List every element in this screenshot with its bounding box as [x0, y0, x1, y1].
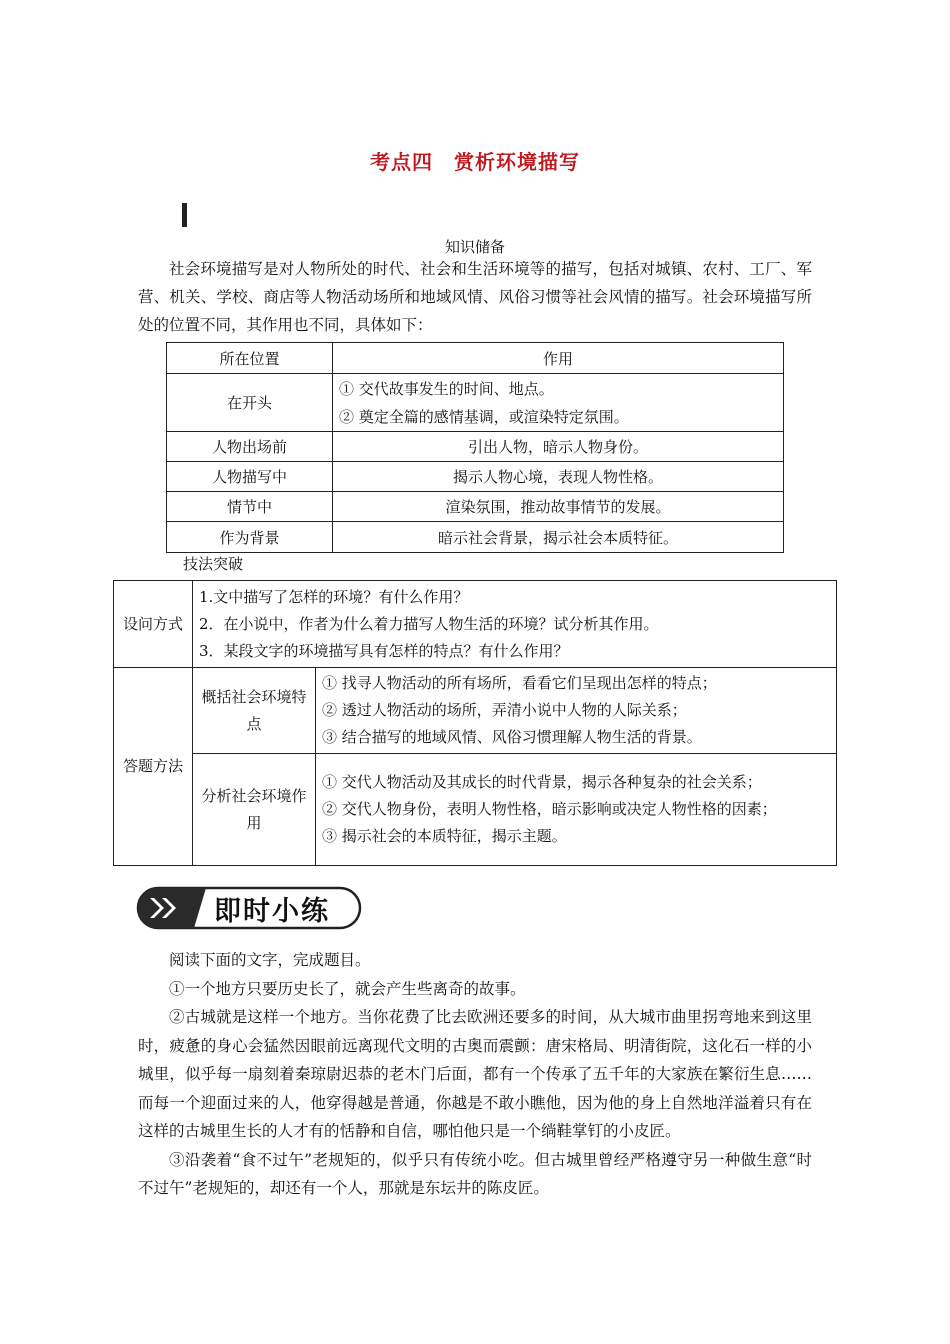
- question-list: [193, 581, 837, 668]
- knowledge-heading: 知识储备: [444, 238, 505, 256]
- method-label: 答题方法: [114, 668, 193, 866]
- question-label: 设问方式: [114, 581, 193, 668]
- table-cell: 引出人物，暗示人物身份。: [333, 432, 784, 462]
- table-row: [114, 668, 837, 754]
- table-cell: 人物出场前: [167, 432, 333, 462]
- table-cell: 在开头: [167, 374, 333, 432]
- table-cell: 情节中: [167, 492, 333, 522]
- table-row: [114, 754, 837, 866]
- table-header: 作用: [333, 343, 784, 374]
- position-effect-table: [166, 342, 784, 553]
- technique-heading: 技法突破: [183, 555, 244, 573]
- table-cell: 渲染氛围，推动故事情节的发展。: [333, 492, 784, 522]
- technique-table: [113, 580, 837, 866]
- method-step: ③ 结合描写的地域风情、风俗习惯理解人物生活的背景。: [322, 728, 702, 746]
- method-steps: [316, 668, 837, 754]
- intro-paragraph: [138, 255, 812, 339]
- effect-line: ① 交代故事发生的时间、地点。: [339, 379, 554, 398]
- method-step: ② 交代人物身份，表明人物性格，暗示影响或决定人物性格的因素；: [322, 800, 777, 818]
- question-item: 2．在小说中，作者为什么着力描写人物生活的环境？试分析其作用。: [199, 614, 659, 633]
- table-row: [167, 432, 784, 462]
- table-cell: 作为背景: [167, 522, 333, 553]
- table-row: [167, 492, 784, 522]
- table-row: [167, 522, 784, 553]
- banner-title: 即时小练: [214, 896, 330, 927]
- method-step: ③ 揭示社会的本质特征，揭示主题。: [322, 827, 567, 845]
- reading-paragraph: ③沿袭着“食不过午”老规矩的，似乎只有传统小吃。但古城里曾经严格遵守另一种做生意“时不过午”老规矩的，却还有一个人，那就是东坛井的陈皮匠。: [138, 1150, 812, 1197]
- reading-paragraph: ②古城就是这样一个地方。当你花费了比去欧洲还要多的时间，从大城市曲里拐弯地来到这里时，疲惫的身心会猛然因眼前远离现代文明的古奥而震颤：唐宋格局、明清街院，这化石一样的小城里，似乎每一扇刻着秦琼尉迟恭的老木门后面，都有一个传承了五千年的大家族在繁衍生息……而每一个迎面过来的人，他穿得越是普通，你越是不敢小瞧他，因为他的身上自然地洋溢着只有在这样的古城里生长的人才有的恬静和自信，哪怕他只是一个绱鞋掌钉的小皮匠。: [138, 1008, 812, 1140]
- method-step: ② 透过人物活动的场所，弄清小说中人物的人际关系；: [322, 701, 687, 719]
- intro-text: 社会环境描写是对人物所处的时代、社会和生活环境等的描写，包括对城镇、农村、工厂、军营、机关、学校、商店等人物活动场所和地域风情、风俗习惯等社会风情的描写。社会环境描写所处的位置不同，其作用也不同，具体如下：: [138, 260, 812, 334]
- method-step: ① 交代人物活动及其成长的时代背景，揭示各种复杂的社会关系；: [322, 773, 762, 791]
- table-cell: 揭示人物心境，表现人物性格。: [333, 462, 784, 492]
- table-row: [167, 462, 784, 492]
- table-row: [114, 581, 837, 668]
- page-title: 考点四 赏析环境描写: [370, 150, 580, 174]
- table-cell: 暗示社会背景，揭示社会本质特征。: [333, 522, 784, 553]
- table-row: [167, 374, 784, 432]
- effect-line: ② 奠定全篇的感情基调，或渲染特定氛围。: [339, 407, 629, 426]
- method-steps: [316, 754, 837, 866]
- section-marker: [182, 203, 187, 227]
- table-cell: [333, 374, 784, 432]
- reading-paragraph: ①一个地方只要历史长了，就会产生些离奇的故事。: [169, 979, 526, 998]
- table-cell: 人物描写中: [167, 462, 333, 492]
- table-row: [167, 343, 784, 374]
- reading-passage: [138, 946, 812, 1203]
- method-sub-label: 概括社会环境特点: [193, 668, 316, 754]
- table-header: 所在位置: [167, 343, 333, 374]
- method-sub-label: 分析社会环境作用: [193, 754, 316, 866]
- reading-paragraph: 阅读下面的文字，完成题目。: [169, 951, 371, 969]
- question-item: 3．某段文字的环境描写具有怎样的特点？有什么作用？: [199, 641, 569, 660]
- question-item: 1.文中描写了怎样的环境？有什么作用？: [199, 587, 469, 606]
- method-step: ① 找寻人物活动的所有场所，看看它们呈现出怎样的特点；: [322, 674, 717, 692]
